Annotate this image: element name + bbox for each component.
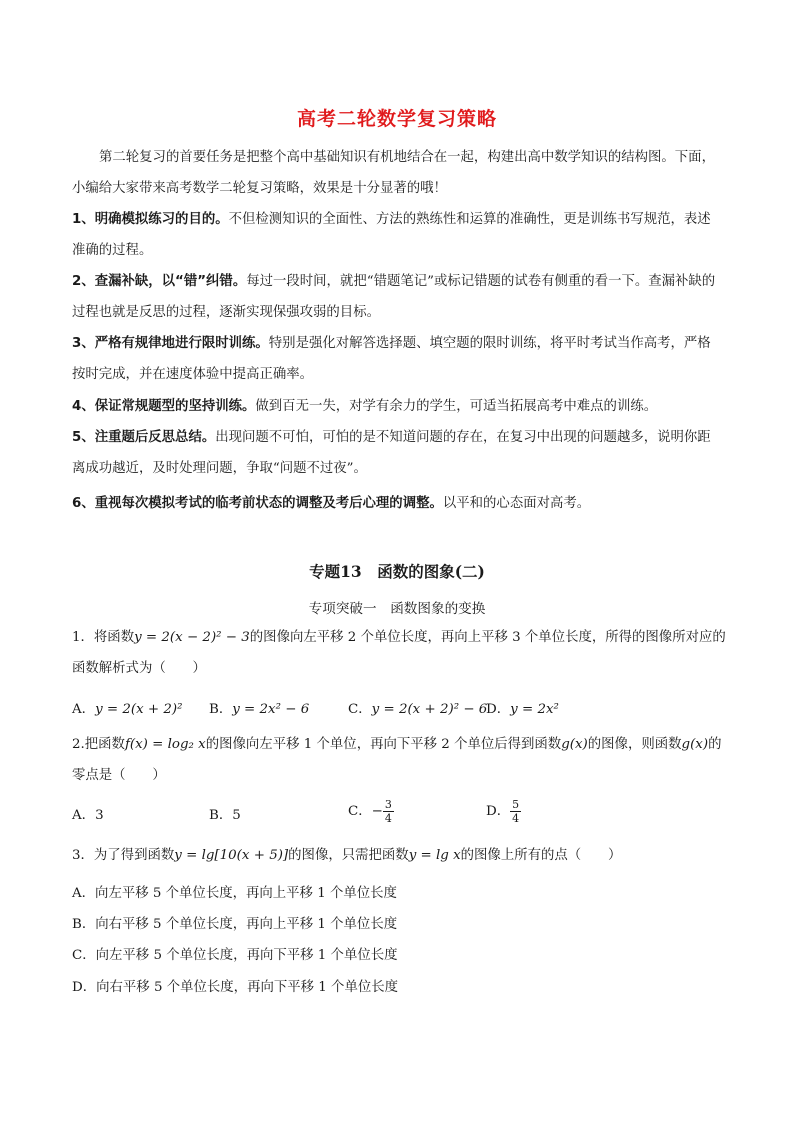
question-3 [72, 840, 732, 871]
question-2-options [72, 798, 732, 828]
strategy-heading: 2、查漏补缺，以“错”纠错。 [72, 274, 247, 289]
option-sign: − [371, 804, 383, 819]
question-prefix: 2.把函数 [72, 737, 125, 752]
math-formula: y = lg x [408, 848, 461, 863]
strategy-6 [72, 488, 724, 519]
section-title: 专项突破一 函数图象的变换 [308, 601, 486, 617]
question-1 [72, 622, 732, 684]
option-label: C． [348, 702, 372, 717]
fraction [383, 798, 394, 825]
math-formula: g(x) [681, 737, 709, 752]
strategy-2 [72, 266, 724, 328]
option-d [486, 798, 521, 825]
fraction [510, 798, 521, 825]
intro-paragraph: 第二轮复习的首要任务是把整个高中基础知识有机地结合在一起，构建出高中数学知识的结构图。下面，小编给大家带来高考数学二轮复习策略，效果是十分显著的哦！ [72, 150, 715, 196]
option-value: y = 2x² [510, 702, 559, 717]
strategy-heading: 3、严格有规律地进行限时训练。 [72, 336, 269, 351]
option-value: y = 2(x + 2)² [95, 702, 183, 717]
strategy-heading: 6、重视每次模拟考试的临考前状态的调整及考后心理的调整。 [72, 496, 443, 511]
strategy-1 [72, 204, 724, 266]
strategy-body: 每过一段时间，就把“错题笔记”或标记错题的试卷有侧重的看一下。查漏补缺的过程也就是反思的过程，逐渐实现保强攻弱的目标。 [72, 274, 716, 320]
question-3-option-a: A．向左平移 5 个单位长度，再向上平移 1 个单位长度 [72, 886, 397, 901]
strategy-body: 不但检测知识的全面性、方法的熟练性和运算的准确性，更是训练书写规范，表述准确的过程。 [72, 212, 711, 258]
math-formula: g(x) [561, 737, 588, 752]
question-3-option-d: D．向右平移 5 个单位长度，再向下平移 1 个单位长度 [72, 980, 399, 995]
option-value: y = 2(x + 2)² − 6 [371, 702, 488, 717]
option-b [209, 804, 241, 823]
strategy-heading: 1、明确模拟练习的目的。 [72, 212, 229, 227]
option-c [348, 698, 487, 717]
fraction-denominator: 4 [384, 812, 392, 825]
option-label: B． [209, 808, 233, 823]
question-text: 的图像上所有的点（ ） [460, 848, 622, 863]
option-label: A． [72, 702, 96, 717]
strategy-body: 以平和的心态面对高考。 [442, 496, 591, 511]
page-title: 高考二轮数学复习策略 [296, 108, 497, 130]
strategy-body: 出现问题不可怕，可怕的是不知道问题的存在，在复习中出现的问题越多，说明你距离成功越近，及时处理问题，争取“问题不过夜”。 [72, 430, 711, 476]
option-a [72, 698, 183, 717]
option-label: D． [486, 702, 511, 717]
question-prefix: 3．为了得到函数 [72, 848, 175, 863]
fraction-denominator: 4 [512, 812, 520, 825]
strategy-heading: 5、注重题后反思总结。 [72, 430, 216, 445]
option-value: 5 [232, 808, 241, 823]
question-text: 的图像向左平移 2 个单位长度，再向上平移 3 个单位长度，所得的图像所对应的函数解析式为（ ） [72, 630, 726, 676]
math-formula: f(x) = log₂ x [124, 737, 206, 752]
math-formula: y = lg[10(x + 5)] [174, 848, 289, 863]
question-text: 的零点是（ ） [72, 737, 722, 783]
fraction-numerator: 3 [384, 798, 392, 811]
option-label: D． [486, 804, 511, 819]
question-text: 的图像，只需把函数 [288, 848, 409, 863]
option-value: y = 2x² − 6 [232, 702, 310, 717]
question-1-options [72, 698, 732, 728]
option-value: 3 [95, 808, 104, 823]
question-text: 的图像，则函数 [587, 737, 682, 752]
strategy-body: 做到百无一失，对学有余力的学生，可适当拓展高考中难点的训练。 [255, 399, 658, 414]
option-label: C． [348, 804, 372, 819]
topic-title: 专题13 函数的图象(二) [309, 562, 485, 581]
question-3-option-c: C．向左平移 5 个单位长度，再向下平移 1 个单位长度 [72, 948, 398, 963]
question-3-option-b: B．向右平移 5 个单位长度，再向上平移 1 个单位长度 [72, 917, 398, 932]
question-text: 的图像向左平移 1 个单位，再向下平移 2 个单位后得到函数 [205, 737, 562, 752]
strategy-4 [72, 391, 724, 422]
strategy-5 [72, 422, 724, 484]
strategy-body: 特别是强化对解答选择题、填空题的限时训练，将平时考试当作高考，严格按时完成，并在速度体验中提高正确率。 [72, 336, 711, 382]
option-d [486, 698, 559, 717]
option-c [348, 798, 394, 825]
math-formula: y = 2(x − 2)² − 3 [134, 630, 250, 645]
strategy-3 [72, 328, 724, 390]
option-b [209, 698, 309, 717]
question-2 [72, 729, 732, 791]
option-a [72, 804, 104, 823]
fraction-numerator: 5 [512, 798, 520, 811]
option-label: B． [209, 702, 233, 717]
question-prefix: 1．将函数 [72, 630, 135, 645]
strategy-heading: 4、保证常规题型的坚持训练。 [72, 399, 256, 414]
option-label: A． [72, 808, 96, 823]
